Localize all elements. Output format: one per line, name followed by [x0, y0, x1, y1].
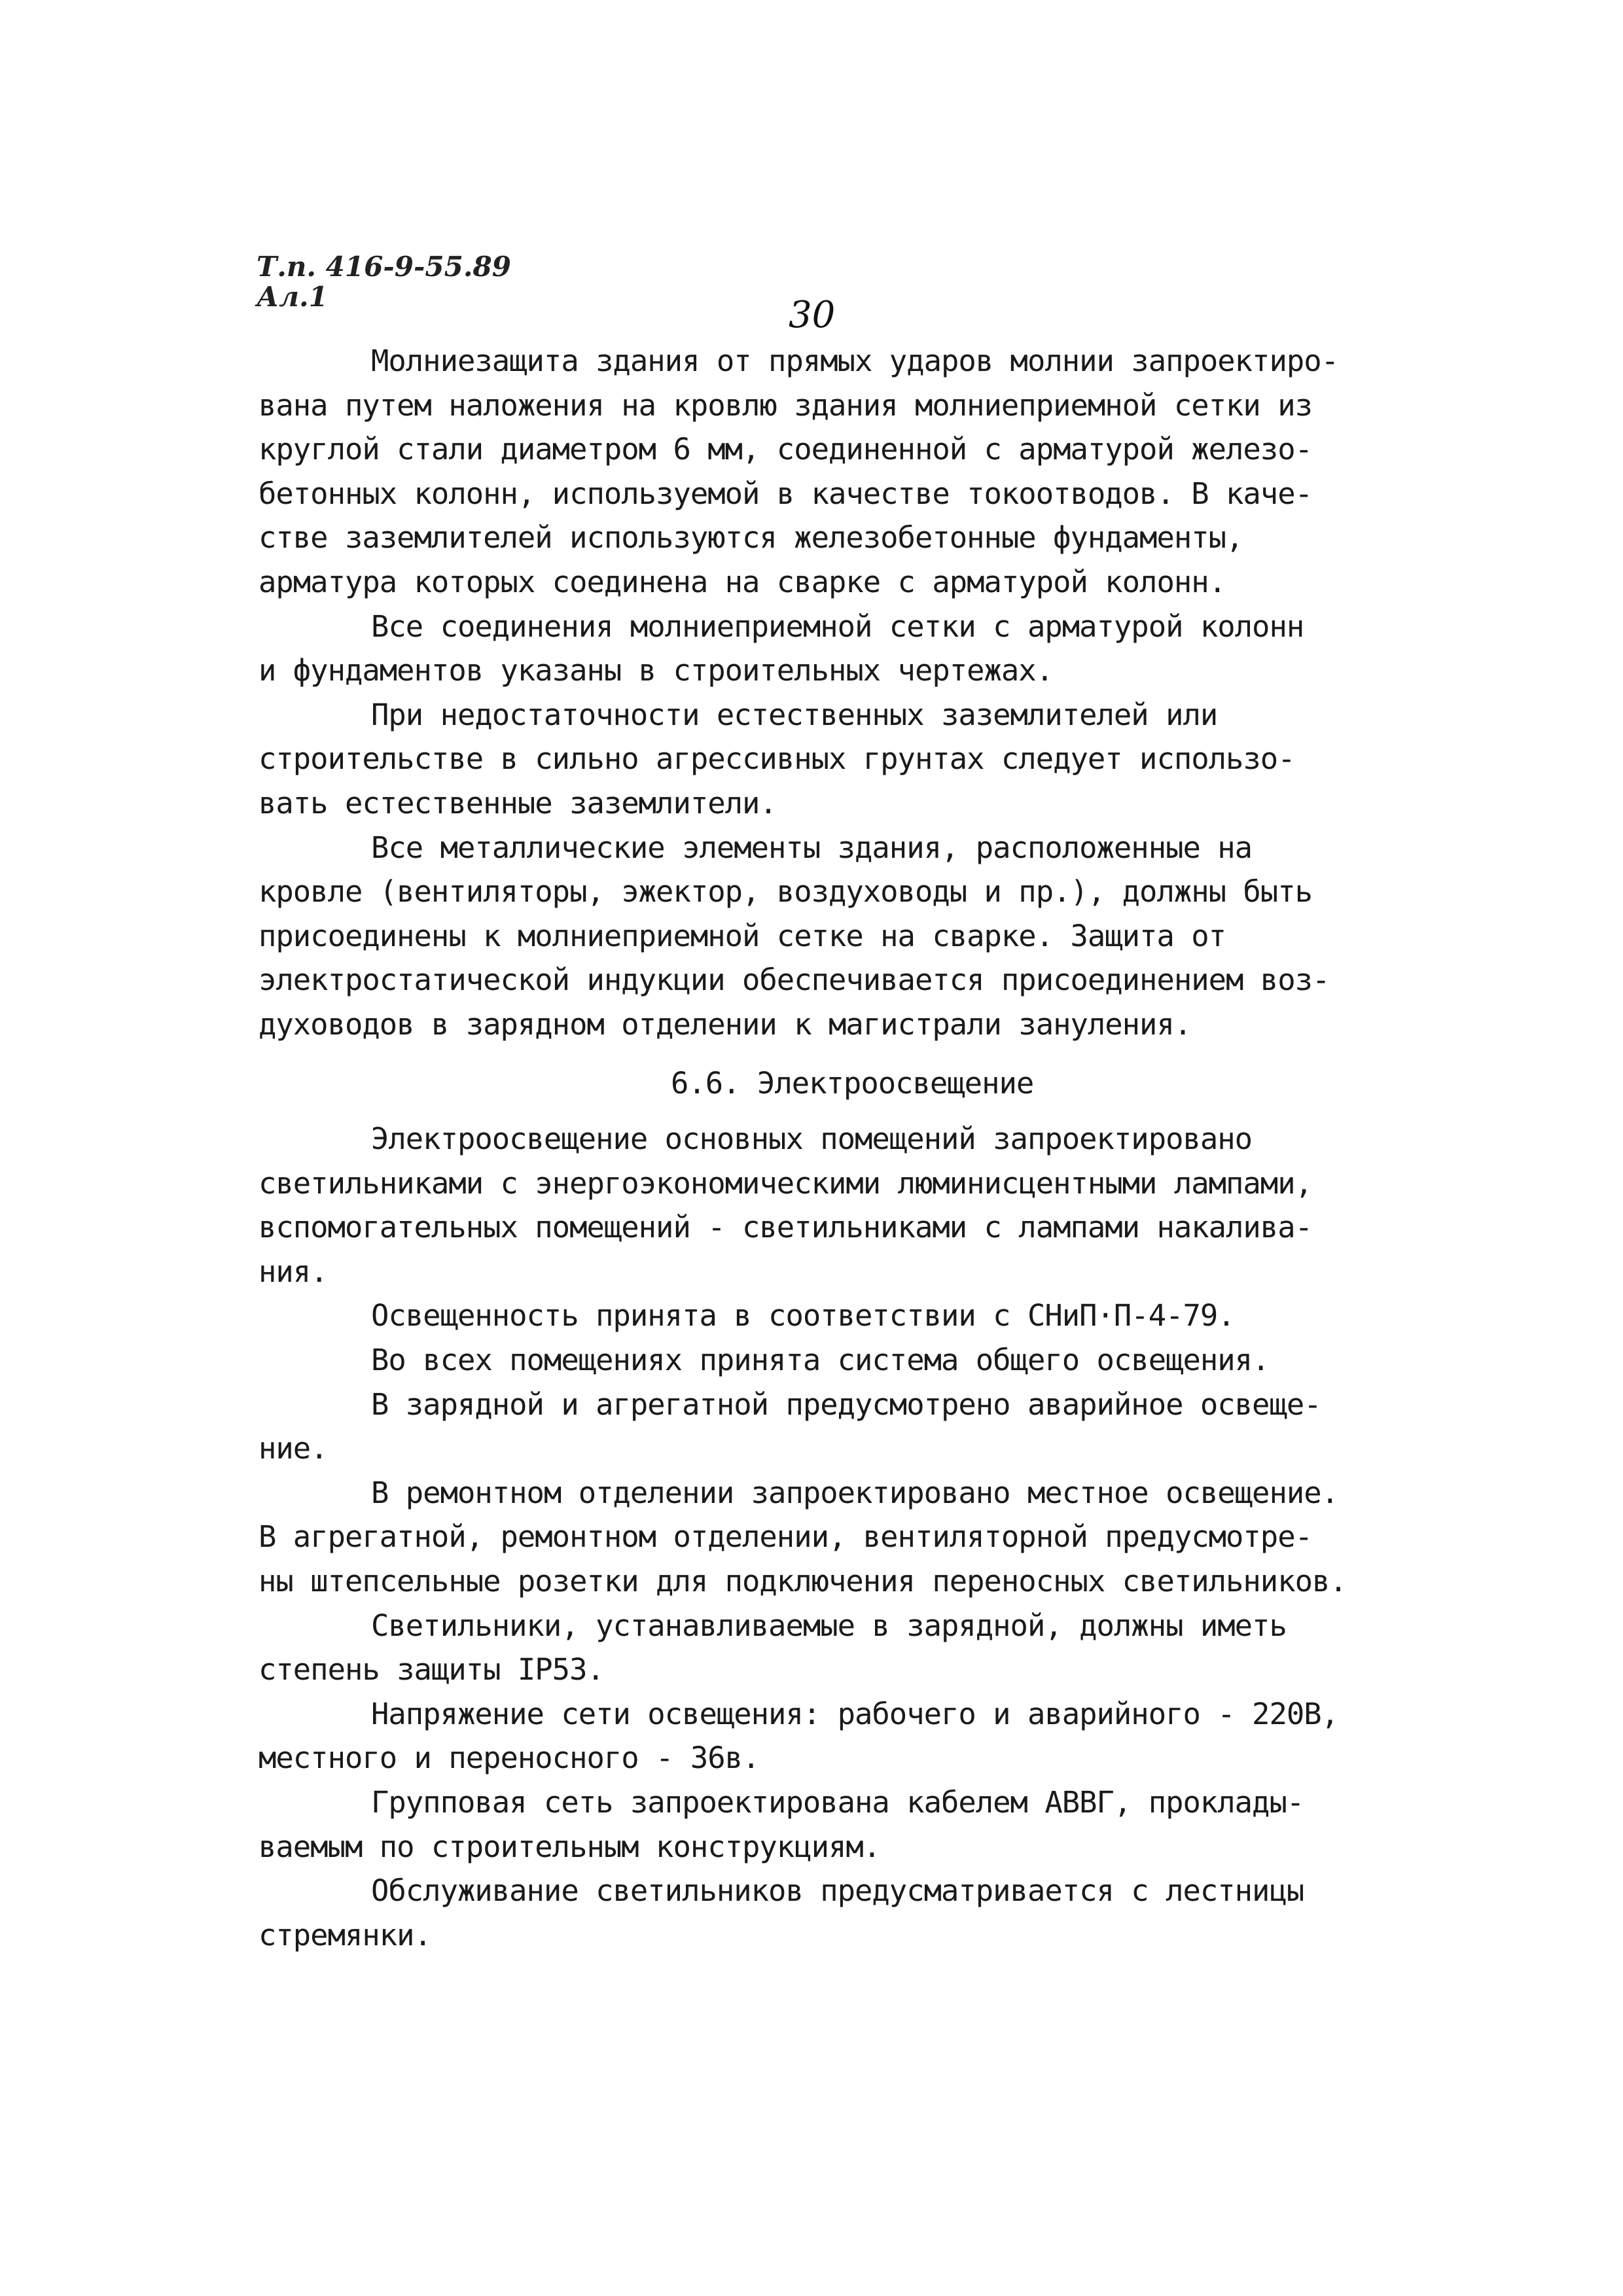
handwritten-reference	[257, 252, 511, 312]
text-line: круглой стали диаметром 6 мм, соединенной с арматурой железо-	[259, 432, 1312, 467]
text-line: Во всех помещениях принята система общего освещения.	[371, 1343, 1270, 1378]
paragraph-connections	[259, 605, 1410, 693]
paragraph-group-network	[259, 1780, 1410, 1869]
text-line: светильниками с энергоэкономическими люминисцентными лампами,	[259, 1165, 1312, 1201]
text-line: стремянки.	[259, 1917, 431, 1952]
paragraph-main-lighting	[259, 1117, 1410, 1294]
text-line: Светильники, устанавливаемые в зарядной, должны иметь	[371, 1608, 1287, 1643]
text-line: вать естественные заземлители.	[259, 785, 777, 821]
text-line: Электроосвещение основных помещений запроектировано	[371, 1122, 1253, 1157]
document-body	[259, 339, 1410, 1957]
text-line: бетонных колонн, используемой в качестве токоотводов. В каче-	[259, 476, 1312, 511]
text-line: присоединены к молниеприемной сетке на сварке. Защита от	[259, 918, 1226, 953]
text-line: В зарядной и агрегатной предусмотрено аварийное освеще-	[371, 1386, 1321, 1422]
text-line: Напряжение сети освещения: рабочего и аварийного - 220В,	[371, 1696, 1339, 1731]
text-line: кровле (вентиляторы, эжектор, воздуховоды и пр.), должны быть	[259, 874, 1312, 910]
text-line: местного и переносного - 36в.	[259, 1740, 760, 1776]
text-line: Групповая сеть запроектирована кабелем АВВГ, проклады-	[371, 1785, 1304, 1820]
text-line: вспомогательных помещений - светильниками с лампами накалива-	[259, 1210, 1312, 1245]
text-line: Обслуживание светильников предусматривается с лестницы	[371, 1873, 1304, 1909]
text-line: ваемым по строительным конструкциям.	[259, 1829, 881, 1864]
text-line: и фундаментов указаны в строительных чертежах.	[259, 653, 1054, 688]
text-line: В агрегатной, ремонтном отделении, вентиляторной предусмотре-	[259, 1519, 1312, 1555]
text-line: ния.	[259, 1254, 328, 1289]
paragraph-maintenance	[259, 1869, 1410, 1957]
handwritten-reference-line-2: Ал.1	[257, 281, 328, 313]
text-line: стве заземлителей используются железобетонные фундаменты,	[259, 520, 1243, 556]
handwritten-reference-line-1: Т.п. 416-9-55.89	[257, 251, 511, 283]
text-line: Все металлические элементы здания, расположенные на	[371, 830, 1253, 865]
paragraph-metal-elements	[259, 826, 1410, 1047]
text-line: ние.	[259, 1431, 328, 1466]
text-line: В ремонтном отделении запроектировано местное освещение.	[371, 1475, 1339, 1510]
text-line: строительстве в сильно агрессивных грунтах следует использо-	[259, 741, 1295, 777]
paragraph-protection-degree	[259, 1604, 1410, 1692]
text-line: Молниезащита здания от прямых ударов молнии запроектиро-	[371, 344, 1339, 378]
text-line: духоводов в зарядном отделении к магистрали зануления.	[259, 1006, 1192, 1042]
paragraph-voltage	[259, 1692, 1410, 1780]
text-line: электростатической индукции обеспечивается присоединением воз-	[259, 963, 1330, 998]
page-number: 30	[789, 294, 836, 336]
text-line: степень защиты IP53.	[259, 1652, 604, 1687]
paragraph-local-lighting	[259, 1471, 1410, 1604]
paragraph-general-lighting	[259, 1338, 1410, 1383]
text-line: Освещенность принята в соответствии с СНиП·П-4-79.	[371, 1298, 1235, 1333]
paragraph-illuminance	[259, 1294, 1410, 1338]
text-line: арматура которых соединена на сварке с арматурой колонн.	[259, 564, 1226, 599]
paragraph-emergency-lighting	[259, 1383, 1410, 1471]
section-heading: 6.6. Электроосвещение	[671, 1065, 1034, 1101]
paragraph-lightning-protection	[259, 339, 1410, 605]
text-line: вана путем наложения на кровлю здания молниеприемной сетки из	[259, 387, 1312, 423]
text-line: При недостаточности естественных заземлителей или	[371, 697, 1218, 732]
paragraph-earthing	[259, 693, 1410, 826]
text-line: ны штепсельные розетки для подключения переносных светильников.	[259, 1564, 1347, 1599]
text-line: Все соединения молниеприемной сетки с арматурой колонн	[371, 609, 1304, 644]
